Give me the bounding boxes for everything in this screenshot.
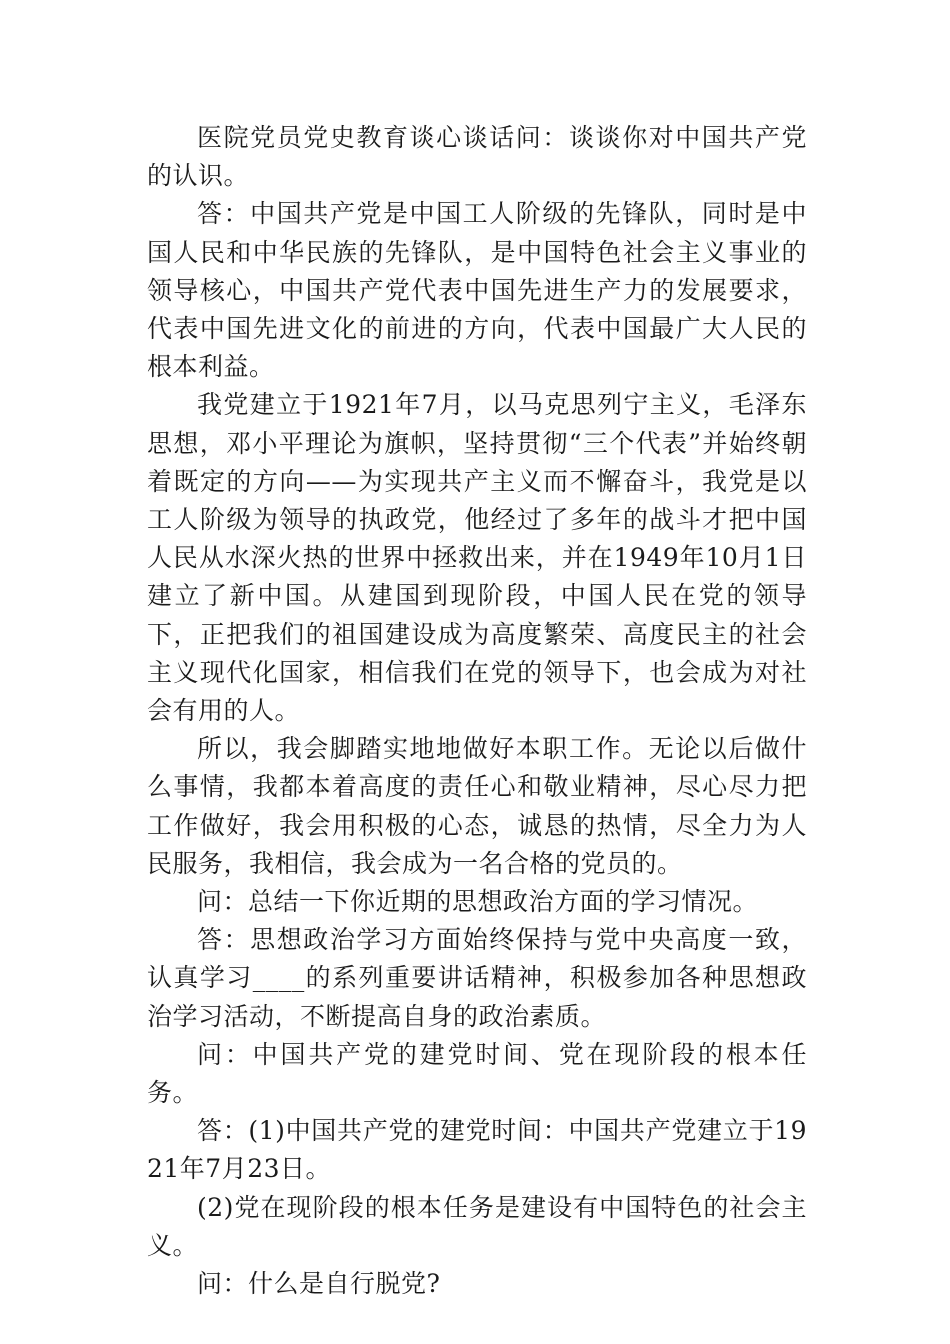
paragraph-question-leaving-party: 问：什么是自行脱党? [197,1269,441,1299]
document-body [147,119,807,1303]
paragraph-question-founding: 问：中国共产党的建党时间、党在现阶段的根本任务。 [147,1039,807,1108]
paragraph-personal-commitment: 所以，我会脚踏实地地做好本职工作。无论以后做什么事情，我都本着高度的责任心和敬业精神，尽心尽力把工作做好，我会用积极的心态，诚恳的热情，尽全力为人民服务，我相信，我会成为一名合格的党员的。 [147,734,807,878]
paragraph-party-history: 我党建立于1921年7月，以马克思列宁主义，毛泽东思想，邓小平理论为旗帜，坚持贯彻“三个代表”并始终朝着既定的方向——为实现共产主义而不懈奋斗，我党是以工人阶级为领导的执政党，他经过了多年的战斗才把中国人民从水深火热的世界中拯救出来，并在1949年10月1日建立了新中国。从建国到现阶段，中国人民在党的领导下，正把我们的祖国建设成为高度繁荣、高度民主的社会主义现代化国家，相信我们在党的领导下，也会成为对社会有用的人。 [147,390,807,726]
paragraph-answer-study: 答：思想政治学习方面始终保持与党中央高度一致，认真学习____的系列重要讲话精神，积极参加各种思想政治学习活动，不断提高自身的政治素质。 [147,925,807,1031]
paragraph-question-study: 问：总结一下你近期的思想政治方面的学习情况。 [197,887,759,917]
paragraph-answer-fundamental-task: (2)党在现阶段的根本任务是建设有中国特色的社会主义。 [147,1192,807,1260]
paragraph-heading-question: 医院党员党史教育谈心谈话问：谈谈你对中国共产党的认识。 [147,123,807,191]
paragraph-answer-party-nature: 答：中国共产党是中国工人阶级的先锋队，同时是中国人民和中华民族的先锋队，是中国特色社会主义事业的领导核心，中国共产党代表中国先进生产力的发展要求，代表中国先进文化的前进的方向，代表中国最广大人民的根本利益。 [147,199,807,382]
paragraph-answer-founding-date: 答：(1)中国共产党的建党时间：中国共产党建立于1921年7月23日。 [147,1116,807,1184]
